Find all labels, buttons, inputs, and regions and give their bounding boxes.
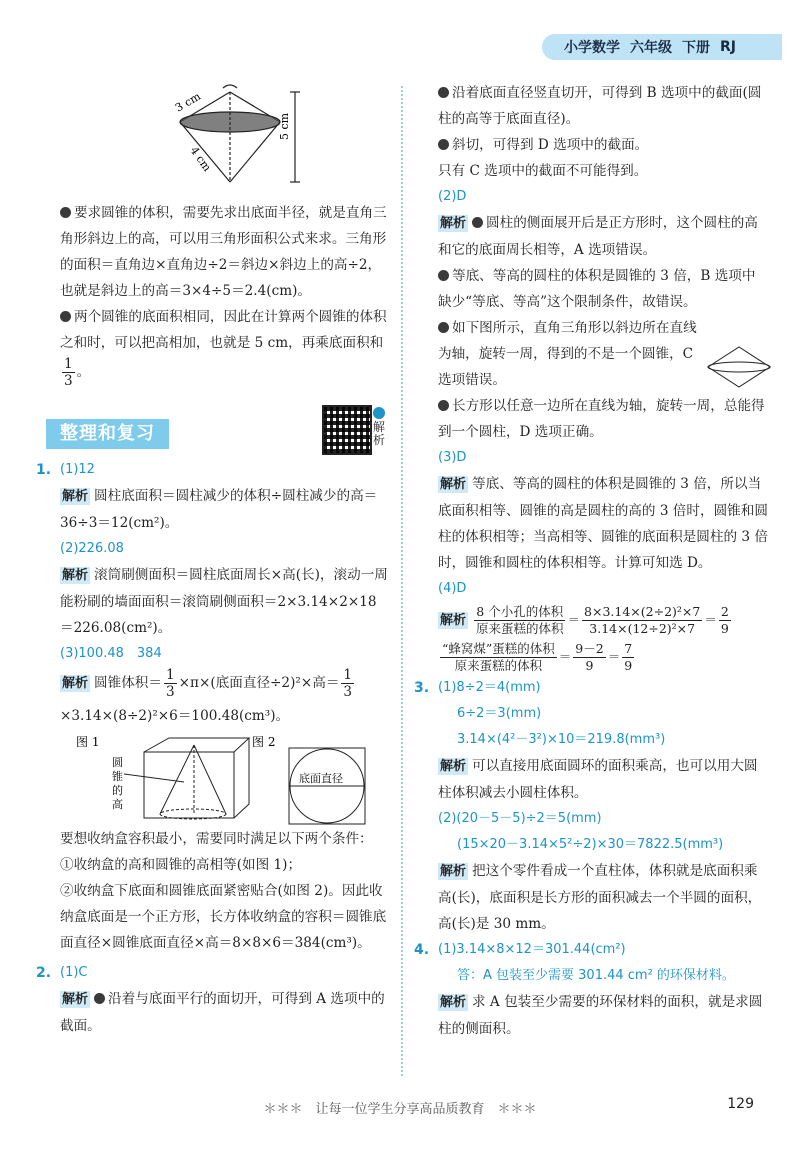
jiexi-label: 解析: [440, 477, 467, 492]
explanation: [438, 471, 768, 576]
bulb-icon: [94, 993, 105, 1004]
text: 长方形以任意一边所在直线为轴，旋转一周，总能得到一个圆柱，D 选项正确。: [438, 398, 765, 440]
answer: (3)100.48 384: [60, 646, 162, 661]
section-heading: [60, 405, 390, 449]
jiexi-label: 解析: [62, 676, 89, 691]
denominator: 3.14×(12÷2)²×7: [589, 621, 696, 636]
text: 要想收纳盒容积最小，需要同时满足以下两个条件：: [60, 831, 373, 847]
denominator: 9: [585, 658, 594, 673]
jiexi-label: 解析: [440, 216, 467, 231]
bulb-icon: [472, 217, 483, 228]
question-number: 3.: [414, 680, 430, 696]
text: 等底、等高的圆柱的体积是圆锥的 3 倍，B 选项中缺少“等底、等高”这个限制条件，故错误。: [438, 268, 756, 310]
bulb-icon: [438, 270, 449, 281]
question-4: [414, 937, 768, 1042]
text: 沿着与底面平行的面切开，可得到 A 选项中的截面。: [60, 991, 385, 1034]
numerator: 2: [720, 604, 729, 619]
column-divider: [401, 86, 403, 1076]
bulb-icon: [438, 87, 449, 98]
header-volume: 下册: [682, 40, 710, 56]
jiexi-label: 解析: [62, 489, 89, 504]
bullet-paragraph: [60, 200, 390, 304]
box-figures: [74, 734, 394, 826]
question-1: [36, 457, 390, 956]
qr-label: 解析: [373, 420, 386, 447]
denominator: 原来蛋糕的体积: [454, 658, 543, 673]
denominator: 原来蛋糕的体积: [476, 621, 564, 636]
answer: (3)D: [438, 450, 467, 465]
bullet-paragraph: [438, 132, 768, 158]
bullet-paragraph: [438, 80, 768, 132]
explanation: [60, 562, 390, 641]
footer-slogan: ＊＊＊ 让每一位学生分享高品质教育 ＊＊＊: [263, 1102, 537, 1117]
denominator: 3: [64, 373, 73, 389]
cone-label-5cm: 5 cm: [278, 112, 291, 140]
answer: (4)D: [438, 581, 467, 596]
denominator: 9: [624, 658, 633, 673]
formula: $\frac{\text{“蜂窝煤”蛋糕的体积}}{\text{原来蛋糕的体积}}$ ＝ $\frac{9-2}{9}$ ＝ $\frac{7}{9}$: [442, 641, 633, 673]
numerator: 7: [624, 641, 633, 656]
rhombus-figure: [706, 345, 772, 389]
cone-label-4cm: 4 cm: [187, 144, 214, 174]
denominator: 3: [165, 684, 175, 700]
explanation: [60, 483, 390, 536]
text: 要求圆锥的体积，需要先求出底面半径，就是直角三角形斜边上的高，可以用三角形面积公式来求。三角形的面积＝直角边×直角边÷2＝斜边×斜边上的高÷2，也就是斜边上的高＝3×4÷5＝2.4(cm)。: [60, 205, 387, 299]
fraction: [341, 667, 354, 700]
text: 。: [76, 364, 91, 380]
bullet-paragraph: [60, 304, 390, 389]
answer: 6÷2＝3(mm): [457, 706, 542, 721]
denominator: 3: [343, 684, 353, 700]
explanation: [60, 667, 390, 732]
page-number: 129: [727, 1096, 754, 1112]
answer: 3.14×(4²－3²)×10＝219.8(mm³): [457, 732, 666, 747]
figure-2-label: 图 2: [252, 735, 276, 749]
text: ①收纳盒的高和圆锥的高相等(如图 1)；: [60, 857, 302, 873]
jiexi-label: 解析: [440, 864, 467, 879]
text: 斜切，可得到 D 选项中的截面。: [452, 137, 649, 153]
explanation: [438, 858, 768, 937]
bullet-paragraph: [438, 315, 706, 393]
figure-1-side-label: 圆锥的高: [112, 756, 123, 811]
page-header: [542, 34, 782, 60]
text: 等底、等高的圆柱的体积是圆锥的 3 倍，所以当底面积相等、圆锥的高是圆柱的高的 3 倍时，圆锥和圆柱的体积相等；当高相等、圆锥的底面积是圆柱的 3 倍时，圆锥和圆柱的体积相等。计算可知选 D。: [438, 476, 768, 571]
answer: (1)8÷2＝4(mm): [438, 680, 541, 695]
fraction-one-third: [62, 356, 75, 389]
fraction: [440, 641, 557, 674]
answer: 答：A 包装至少需要 301.44 cm² 的环保材料。: [457, 968, 735, 983]
text: 沿着底面直径竖直切开，可得到 B 选项中的截面(圆柱的高等于底面直径)。: [438, 85, 762, 127]
question-3: [414, 675, 768, 937]
numerator: 1: [165, 667, 175, 683]
text: 可以直接用底面圆环的面积乘高，也可以用大圆柱体积减去小圆柱体积。: [438, 758, 758, 801]
explanation-formula: 解析 $\frac{\text{8 个小孔的体积}}{\text{原来蛋糕的体积}}$ ＝ $\frac{\text{8×3.14×(2÷2)²×7}}{\text{3.14×(12÷2)²×7}}$ ＝ $\frac{2}{9}$: [440, 604, 729, 636]
text: 圆柱的侧面展开后是正方形时，这个圆柱的高和它的底面周长相等，A 选项错误。: [438, 215, 758, 258]
text: ②收纳盒下底面和圆锥底面紧密贴合(如图 2)。因此收纳盒底面是一个正方形，长方体收纳盒的容积＝圆锥底面直径×圆锥底面直径×高＝8×8×6＝384(cm³)。: [60, 883, 387, 951]
figure-1-label: 图 1: [76, 735, 100, 749]
answer: (2)D: [438, 189, 467, 204]
fraction: [622, 641, 634, 674]
numerator: 8×3.14×(2÷2)²×7: [584, 604, 701, 619]
bulb-icon: [438, 400, 449, 411]
answer: (1)12: [60, 462, 95, 477]
text: 求 A 包装至少需要的环保材料的面积，就是求圆柱的侧面积。: [438, 994, 763, 1037]
bullet-paragraph: [438, 263, 768, 315]
denominator: 9: [720, 621, 729, 636]
numerator: 1: [343, 667, 353, 683]
jiexi-label: 解析: [62, 992, 89, 1007]
answer: (15×20－3.14×5²÷2)×30＝7822.5(mm³): [457, 837, 724, 852]
text: 滚筒刷侧面积＝圆柱底面周长×高(长)，滚动一周能粉刷的墙面面积＝滚筒刷侧面积＝2×3.14×2×18＝226.08(cm²)。: [60, 567, 388, 636]
bulb-icon: [438, 322, 449, 333]
fraction: [164, 667, 177, 700]
jiexi-label: 解析: [62, 568, 89, 583]
right-column: [414, 80, 768, 1042]
question-number: 4.: [414, 942, 430, 958]
jiexi-label: 解析: [440, 613, 467, 628]
answer: (1)C: [60, 965, 88, 980]
explanation: [438, 210, 768, 263]
text: 如下图所示，直角三角形以斜边所在直线为轴，旋转一周，得到的不是一个圆锥，C 选项错误。: [438, 320, 697, 388]
explanation: [60, 986, 390, 1039]
bulb-icon: [60, 207, 71, 218]
text: 圆锥体积＝: [94, 675, 162, 691]
numerator: 9－2: [575, 641, 604, 656]
fraction: [474, 604, 566, 637]
bullet-with-figure: [438, 315, 768, 393]
figure-2-inner-label: 底面直径: [299, 772, 343, 785]
question-number: 2.: [36, 965, 52, 981]
question-number: 1.: [36, 462, 52, 478]
numerator: “蜂窝煤”蛋糕的体积: [442, 641, 555, 656]
section-title: 整理和复习: [46, 419, 169, 449]
text: ×3.14×(8÷2)²×6＝100.48(cm³)。: [60, 708, 290, 724]
text: ×π×(底面直径÷2)²×高＝: [178, 675, 340, 691]
bulb-icon: [438, 139, 449, 150]
text: 把这个零件看成一个直柱体，体积就是底面积乘高(长)，底面积是长方形的面积减去一个半圆的面积，高(长)是 30 mm。: [438, 863, 762, 932]
fraction: [719, 604, 731, 637]
qr-code[interactable]: [322, 405, 372, 455]
answer: (1)3.14×8×12＝301.44(cm²): [438, 942, 626, 957]
fraction: [582, 604, 702, 637]
text: 只有 C 选项中的截面不可能得到。: [438, 163, 648, 179]
header-subject: 小学数学: [564, 40, 620, 56]
jiexi-label: 解析: [440, 995, 467, 1010]
text: 圆柱底面积＝圆柱减少的体积÷圆柱减少的高＝36÷3＝12(cm²)。: [60, 488, 378, 531]
question-2: [36, 960, 390, 1039]
fraction: [573, 641, 605, 674]
header-edition: RJ: [720, 39, 736, 55]
bullet-paragraph: [438, 393, 768, 445]
numerator: 8 个小孔的体积: [476, 604, 564, 619]
cone-label-3cm: 3 cm: [173, 89, 203, 115]
answer: (2)(20－5－5)÷2＝5(mm): [438, 811, 602, 826]
jiexi-label: 解析: [440, 759, 467, 774]
left-column: [36, 80, 390, 1039]
text: 两个圆锥的底面积相同，因此在计算两个圆锥的体积之和时，可以把高相加，也就是 5 cm，再乘底面积和: [60, 309, 387, 351]
header-grade: 六年级: [630, 40, 672, 56]
explanation: [438, 753, 768, 806]
bulb-icon: [60, 311, 71, 322]
play-icon[interactable]: [373, 407, 385, 419]
explanation: [438, 989, 768, 1042]
double-cone-figure: [160, 80, 320, 200]
answer: (2)226.08: [60, 541, 124, 556]
numerator: 1: [64, 356, 73, 372]
